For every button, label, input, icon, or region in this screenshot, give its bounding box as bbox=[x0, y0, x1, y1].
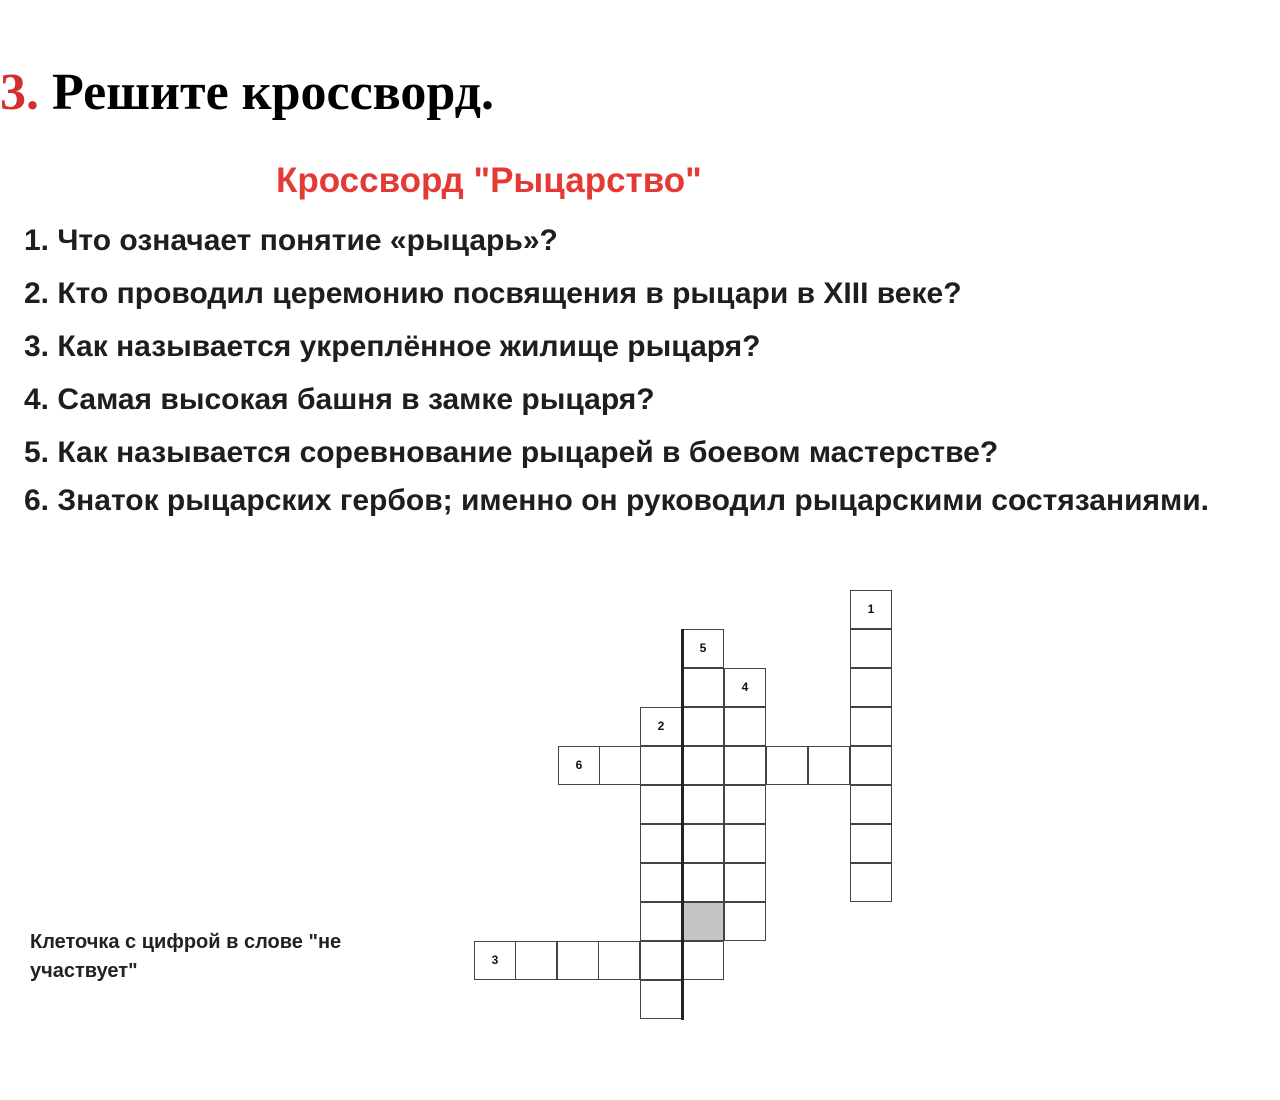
crossword-cell[interactable] bbox=[850, 668, 892, 707]
crossword-cell[interactable] bbox=[640, 980, 682, 1019]
clue-number-6: 6 bbox=[575, 758, 583, 772]
crossword-cell[interactable] bbox=[599, 746, 641, 785]
task-heading bbox=[0, 58, 494, 128]
crossword-note: Клеточка с цифрой в слове "не участвует" bbox=[30, 931, 342, 982]
crossword-cell[interactable] bbox=[724, 707, 766, 746]
crossword-cell[interactable] bbox=[682, 941, 724, 980]
crossword-cell[interactable] bbox=[598, 941, 640, 980]
crossword-cell[interactable] bbox=[682, 707, 724, 746]
crossword-cell-clue-2[interactable] bbox=[640, 707, 682, 746]
crossword-cell[interactable] bbox=[682, 785, 724, 824]
question-4: 4. Самая высокая башня в замке рыцаря? bbox=[24, 383, 655, 416]
crossword-cell[interactable] bbox=[682, 863, 724, 902]
crossword-cell[interactable] bbox=[850, 707, 892, 746]
clue-number-1: 1 bbox=[867, 602, 875, 616]
crossword-cell[interactable] bbox=[640, 824, 682, 863]
task-instruction: Решите кроссворд. bbox=[52, 64, 494, 121]
crossword-cell-clue-6[interactable] bbox=[558, 746, 600, 785]
crossword-cell[interactable] bbox=[766, 746, 808, 785]
crossword-cell[interactable] bbox=[850, 863, 892, 902]
question-3: 3. Как называется укреплённое жилище рыцаря? bbox=[24, 330, 761, 363]
crossword-cell[interactable] bbox=[640, 863, 682, 902]
question-2: 2. Кто проводил церемонию посвящения в рыцари в XIII веке? bbox=[24, 277, 962, 310]
crossword-cell[interactable] bbox=[640, 941, 682, 980]
question-list bbox=[24, 214, 1254, 523]
crossword-cell[interactable] bbox=[640, 785, 682, 824]
crossword-cell[interactable] bbox=[682, 746, 724, 785]
crossword-cell[interactable] bbox=[724, 824, 766, 863]
question-5: 5. Как называется соревнование рыцарей в боевом мастерстве? bbox=[24, 436, 999, 469]
crossword-cell-clue-5[interactable] bbox=[682, 629, 724, 668]
crossword-cell[interactable] bbox=[724, 863, 766, 902]
question-6: 6. Знаток рыцарских гербов; именно он руководил рыцарскими состязаниями. bbox=[24, 484, 1209, 517]
crossword-title: Кроссворд "Рыцарство" bbox=[276, 161, 702, 200]
crossword-cell[interactable] bbox=[640, 746, 682, 785]
crossword-cell[interactable] bbox=[850, 746, 892, 785]
crossword-cell[interactable] bbox=[724, 746, 766, 785]
crossword-cell-clue-1[interactable] bbox=[850, 590, 892, 629]
crossword-cell[interactable] bbox=[850, 629, 892, 668]
clue-number-4: 4 bbox=[741, 680, 749, 694]
crossword-cell[interactable] bbox=[850, 824, 892, 863]
crossword-cell[interactable] bbox=[515, 941, 557, 980]
question-1: 1. Что означает понятие «рыцарь»? bbox=[24, 224, 558, 257]
crossword-cell[interactable] bbox=[557, 941, 599, 980]
crossword-cell-clue-3[interactable] bbox=[474, 941, 516, 980]
crossword-cell[interactable] bbox=[724, 785, 766, 824]
clue-number-5: 5 bbox=[699, 641, 707, 655]
clue-number-3: 3 bbox=[491, 953, 499, 967]
crossword-cell[interactable] bbox=[808, 746, 850, 785]
crossword-cell[interactable] bbox=[682, 824, 724, 863]
clue-number-2: 2 bbox=[657, 719, 665, 733]
crossword-cell[interactable] bbox=[724, 902, 766, 941]
crossword-cell[interactable] bbox=[850, 785, 892, 824]
crossword-cell-clue-4[interactable] bbox=[724, 668, 766, 707]
crossword-cell-shaded[interactable] bbox=[682, 902, 724, 941]
crossword-cell[interactable] bbox=[640, 902, 682, 941]
task-number: 3. bbox=[0, 64, 39, 121]
crossword-cell[interactable] bbox=[682, 668, 724, 707]
